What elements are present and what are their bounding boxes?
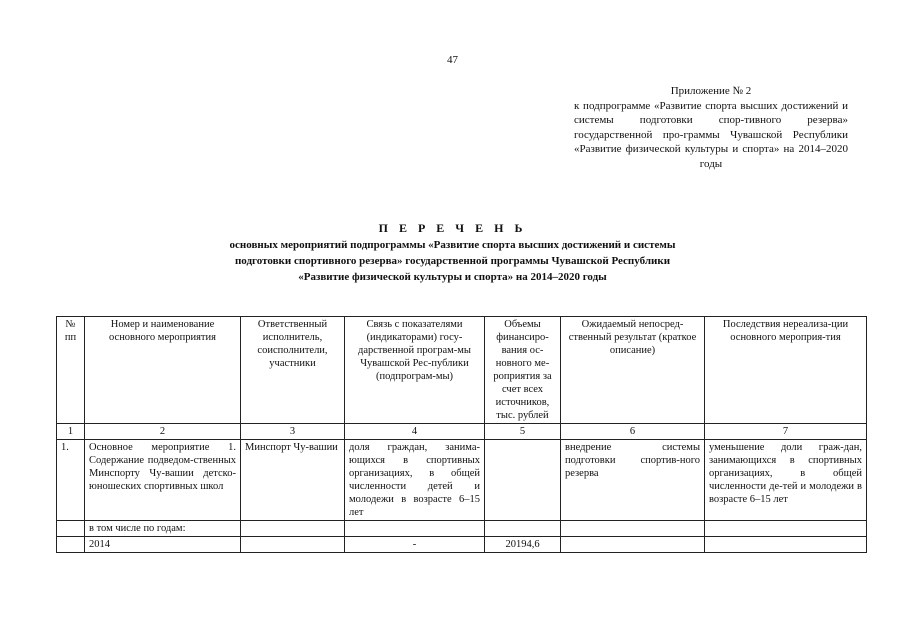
column-number: 3 [241,424,345,440]
table-row-by-years [57,521,867,537]
consequence: уменьшение доли граж-дан, занимающихся в спортивных организациях, в общей численности де-тей и молодежи в возрасте 6–15 лет [705,440,867,521]
expected-result: внедрение системы подготовки спортив-ного резерва [561,440,705,521]
appendix-text: к подпрограмме «Развитие спорта высших достижений и системы подготовки спор-тивного резерва» государственной про-граммы Чувашской Республики «Развитие физической культуры и спорта» на 2014–2020 годы [574,99,848,170]
column-number: 5 [485,424,561,440]
year-indicator: - [345,537,485,553]
measure-name: Основное мероприятие 1. Содержание подведом-ственных Минспорту Чу-вашии детско-юношеских спортивных школ [85,440,241,521]
header-cell-measure: Номер и наименование основного мероприятия [85,317,241,424]
header-cell-funding: Объемы финансиро-вания ос-новного ме-роприятия за счет всех источников, тыс. рублей [485,317,561,424]
column-number: 1 [57,424,85,440]
appendix-block [574,84,848,171]
by-years-label: в том числе по годам: [85,521,241,537]
row-number: 1. [57,440,85,521]
page-number: 47 [447,54,458,66]
column-number: 2 [85,424,241,440]
executor: Минспорт Чу-вашии [241,440,345,521]
year-funding: 20194,6 [485,537,561,553]
column-number: 6 [561,424,705,440]
table-row-year [57,537,867,553]
document-subtitle-line-3: «Развитие физической культуры и спорта» на 2014–2020 годы [298,271,607,283]
header-cell-consequence: Последствия нереализа-ции основного мероприя-тия [705,317,867,424]
appendix-title: Приложение № 2 [670,85,752,97]
measures-table [56,316,867,553]
header-cell-result: Ожидаемый непосред-ственный результат (краткое описание) [561,317,705,424]
column-number-row [57,424,867,440]
column-number: 4 [345,424,485,440]
table-row [57,440,867,521]
document-subtitle-line-2: подготовки спортивного резерва» государственной программы Чувашской Республики [234,255,671,267]
document-heading [0,220,905,285]
column-number: 7 [705,424,867,440]
document-title: П Е Р Е Ч Е Н Ь [378,221,527,235]
header-cell-indicator: Связь с показателями (индикаторами) госу-дарственной програм-мы Чувашской Рес-публики (подпрограм-мы) [345,317,485,424]
indicator: доля граждан, занима-ющихся в спортивных организациях, в общей численности детей и молодежи в возрасте 6–15 лет [345,440,485,521]
document-subtitle-line-1: основных мероприятий подпрограммы «Развитие спорта высших достижений и системы [229,239,676,251]
table-header-row [57,317,867,424]
year: 2014 [85,537,241,553]
funding [485,440,561,521]
header-cell-number: № пп [57,317,85,424]
header-cell-executor: Ответственный исполнитель, соисполнители, участники [241,317,345,424]
